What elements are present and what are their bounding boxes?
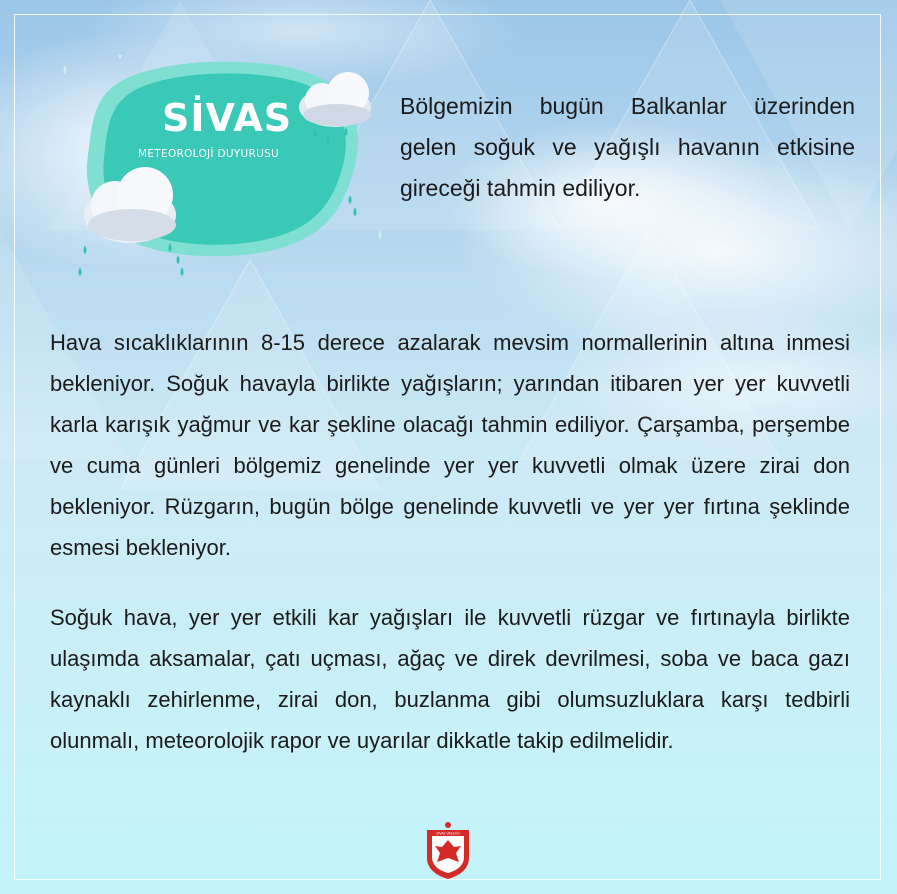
lead-text: Bölgemizin bugün Balkanlar üzerinden gelen soğuk ve yağışlı havanın etkisine gireceği tahmin ediliyor. [400, 93, 855, 201]
badge-subtitle: METEOROLOJİ DUYURUSU [138, 148, 280, 160]
badge-graphic [60, 55, 400, 295]
paragraph-warning: Soğuk hava, yer yer etkili kar yağışları ile kuvvetli rüzgar ve fırtınayla birlikte ulaşımda aksamalar, çatı uçması, ağaç ve direk devrilmesi, soba ve baca gazı kaynaklı zehirlenme, zirai don, buzlanma gibi olumsuzluklara karşı tedbirli olunmalı, meteorolojik rapor ve uyarılar dikkatle takip edilmelidir. [50, 605, 850, 753]
crest-text: SİVAS VALİLİĞİ [436, 831, 460, 836]
badge-title: SİVAS [162, 96, 293, 140]
paragraph-forecast: Hava sıcaklıklarının 8-15 derece azalarak mevsim normallerinin altına inmesi bekleniyor. Soğuk havayla birlikte yağışların; yarından itibaren yer yer kuvvetli karla karışık yağmur ve kar şekline olacağı tahmin ediliyor. Çarşamba, perşembe ve cuma günleri bölgemiz genelinde yer yer kuvvetli olmak üzere zirai don bekleniyor. Rüzgarın, bugün bölge genelinde kuvvetli ve yer yer fırtına şeklinde esmesi bekleniyor. [50, 330, 850, 560]
governorship-crest-icon [423, 820, 473, 880]
